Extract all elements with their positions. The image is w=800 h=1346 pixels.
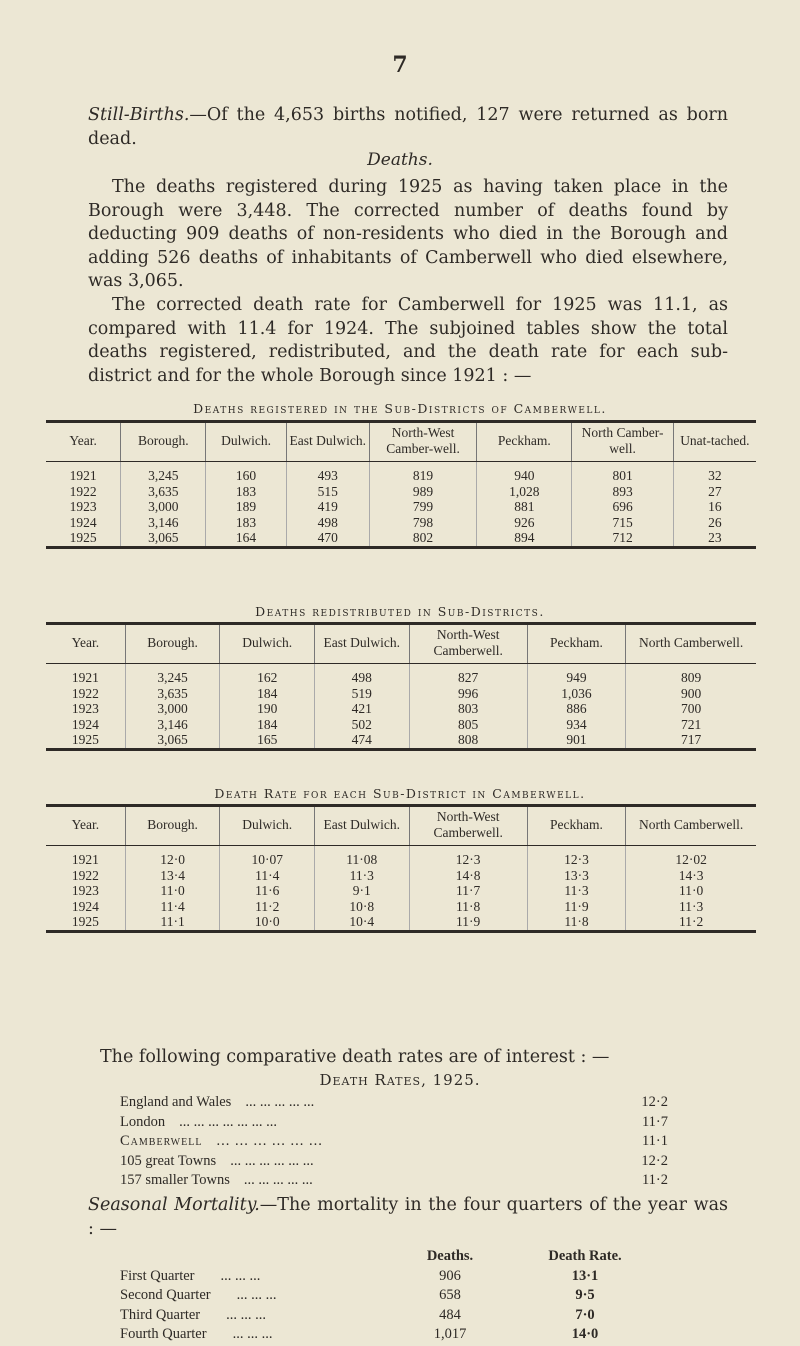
table-cell: 12·3 — [409, 846, 527, 868]
table2-header: Year. — [46, 624, 125, 664]
table-cell: 519 — [315, 686, 410, 702]
table1-header: Year. — [46, 422, 121, 462]
table-cell: 1922 — [71, 867, 99, 883]
table-cell: 515 — [286, 484, 369, 500]
table1-header: Peckham. — [477, 422, 572, 462]
table3-header: Dulwich. — [220, 806, 315, 846]
table-cell: 900 — [626, 686, 756, 702]
table3-header: Year. — [46, 806, 125, 846]
quarter-rate: 13·1 — [571, 1267, 599, 1284]
table-row — [46, 883, 756, 899]
table-cell: 184 — [220, 717, 315, 733]
quarter-label — [120, 1268, 410, 1288]
table-cell: 498 — [286, 515, 369, 531]
seasonal-text: —The mortality in the four quarters of the year was : — — [88, 1195, 728, 1239]
table-cell: 13·3 — [527, 868, 625, 884]
table1-header: Dulwich. — [206, 422, 286, 462]
death-rate-row — [120, 1114, 680, 1134]
table2-header: North Camberwell. — [626, 624, 756, 664]
table-cell: 1,028 — [477, 484, 572, 500]
table-cell: 1921 — [71, 670, 99, 685]
table-cell: 3,245 — [125, 664, 220, 686]
table-cell: 12·3 — [527, 846, 625, 868]
table1-header: Borough. — [121, 422, 206, 462]
seasonal-paragraph — [88, 1194, 728, 1241]
quarter-leader: ... ... ... — [226, 1306, 266, 1323]
death-rate-label — [120, 1172, 590, 1192]
table-cell: 32 — [673, 462, 756, 484]
death-rate-value: 11·2 — [641, 1172, 668, 1188]
table-cell: 1925 — [71, 732, 99, 747]
table-cell: 717 — [626, 732, 756, 749]
table-row — [46, 846, 756, 868]
quarter-rate: 14·0 — [571, 1326, 599, 1342]
quarter-name: Fourth Quarter — [120, 1326, 207, 1342]
death-rate-leader: ... ... ... ... ... — [243, 1172, 313, 1188]
table-row — [46, 664, 756, 686]
table-cell: 1924 — [71, 898, 99, 914]
quarter-leader: ... ... ... — [232, 1326, 273, 1342]
table-row — [46, 914, 756, 931]
death-rate-label — [120, 1133, 590, 1153]
table-cell: 10·8 — [315, 899, 410, 915]
quarter-rate: 9·5 — [575, 1287, 595, 1303]
death-rate-table — [46, 804, 756, 933]
death-rate-row — [120, 1153, 680, 1173]
table1-header: North Camber-well. — [572, 422, 673, 462]
quarter-name: Third Quarter — [120, 1306, 201, 1323]
seasonal-row — [120, 1268, 720, 1288]
seasonal-row — [120, 1287, 720, 1307]
quarter-deaths: 1,017 — [433, 1326, 467, 1342]
quarter-deaths: 658 — [439, 1287, 461, 1303]
table-cell: 183 — [206, 515, 286, 531]
table-cell: 721 — [626, 717, 756, 733]
quarter-label — [120, 1307, 410, 1327]
table2-caption: Deaths redistributed in Sub-Districts. — [255, 604, 545, 619]
table-cell: 881 — [477, 499, 572, 515]
table-cell: 1925 — [71, 914, 99, 929]
seasonal-header-row — [120, 1248, 720, 1268]
deaths-heading: Deaths. — [367, 150, 433, 170]
table-cell: 926 — [477, 515, 572, 531]
table-cell: 160 — [206, 462, 286, 484]
quarter-rate: 7·0 — [575, 1306, 595, 1323]
table-cell: 805 — [409, 717, 527, 733]
death-rate-row — [120, 1094, 680, 1114]
table-cell: 989 — [369, 484, 476, 500]
comparative-intro: The following comparative death rates are of interest : — — [100, 1047, 610, 1067]
deaths-registered-table — [46, 420, 756, 549]
table-cell: 3,146 — [121, 515, 206, 531]
table1-caption: Deaths registered in the Sub-Districts of Camberwell. — [193, 401, 607, 416]
table-cell: 11·1 — [125, 914, 220, 931]
table-row — [46, 686, 756, 702]
table-cell: 798 — [369, 515, 476, 531]
table-cell: 470 — [286, 530, 369, 547]
table-row — [46, 499, 756, 515]
table-cell: 1923 — [69, 499, 97, 514]
death-rate-leader: ... ... ... ... ... — [245, 1094, 315, 1110]
quarter-name: Second Quarter — [120, 1287, 211, 1303]
table-cell: 12·0 — [125, 846, 220, 868]
table-cell: 183 — [206, 484, 286, 500]
table-cell: 11·08 — [315, 846, 410, 868]
table-cell: 712 — [572, 530, 673, 547]
table-cell: 421 — [315, 701, 410, 717]
table2-header: North-West Camberwell. — [409, 624, 527, 664]
seasonal-heading: Seasonal Mortality. — [88, 1195, 260, 1215]
table-cell: 700 — [626, 701, 756, 717]
page-number: 7 — [392, 52, 408, 78]
death-rate-name: 157 smaller Towns — [120, 1172, 230, 1188]
death-rates-list — [120, 1094, 680, 1192]
seasonal-rate-header: Death Rate. — [548, 1248, 622, 1264]
table-cell: 886 — [527, 701, 625, 717]
table-cell: 819 — [369, 462, 476, 484]
death-rate-value: 11·1 — [641, 1133, 668, 1149]
death-rate-row — [120, 1133, 680, 1153]
seasonal-deaths-header: Deaths. — [426, 1248, 474, 1264]
table3-header: East Dulwich. — [315, 806, 410, 846]
table-cell: 11·2 — [626, 914, 756, 931]
quarter-label — [120, 1326, 410, 1346]
table-cell: 3,065 — [121, 530, 206, 547]
table3-header: Peckham. — [527, 806, 625, 846]
table2-header: Peckham. — [527, 624, 625, 664]
table-cell: 3,000 — [125, 701, 220, 717]
table-cell: 11·9 — [409, 914, 527, 931]
table-cell: 11·6 — [220, 883, 315, 899]
table-cell: 165 — [220, 732, 315, 749]
death-rate-leader: ... ... ... ... ... ... — [230, 1152, 314, 1169]
still-births-text: —Of the 4,653 births notified, 127 were returned as born dead. — [88, 105, 728, 149]
death-rate-value: 12·2 — [641, 1152, 668, 1169]
table-cell: 803 — [409, 701, 527, 717]
quarter-deaths: 484 — [439, 1306, 461, 1323]
death-rate-leader: ... ... ... ... ... ... — [216, 1133, 323, 1149]
table-row — [46, 530, 756, 547]
table-cell: 3,065 — [125, 732, 220, 749]
table-row — [46, 717, 756, 733]
table-cell: 996 — [409, 686, 527, 702]
death-rate-leader: ... ... ... ... ... ... ... — [179, 1113, 277, 1130]
table-cell: 893 — [572, 484, 673, 500]
table-cell: 14·3 — [626, 868, 756, 884]
table-row — [46, 868, 756, 884]
table-row — [46, 484, 756, 500]
table-cell: 799 — [369, 499, 476, 515]
table-cell: 11·3 — [527, 883, 625, 899]
quarter-label — [120, 1287, 410, 1307]
death-rate-value: 11·7 — [641, 1113, 668, 1130]
table-cell: 1922 — [71, 685, 99, 701]
death-rate-label — [120, 1094, 590, 1114]
table-cell: 827 — [409, 664, 527, 686]
still-births-heading: Still-Births. — [88, 105, 190, 125]
table-cell: 498 — [315, 664, 410, 686]
table-cell: 1921 — [71, 852, 99, 867]
quarter-deaths: 906 — [439, 1267, 461, 1284]
death-rate-row — [120, 1172, 680, 1192]
death-rate-name: London — [120, 1113, 166, 1130]
table2-header: Borough. — [125, 624, 220, 664]
table3-header: North-West Camberwell. — [409, 806, 527, 846]
table-cell: 801 — [572, 462, 673, 484]
table-cell: 11·9 — [527, 899, 625, 915]
table-cell: 894 — [477, 530, 572, 547]
table-cell: 802 — [369, 530, 476, 547]
seasonal-row — [120, 1326, 720, 1346]
table-cell: 11·0 — [626, 883, 756, 899]
table-cell: 23 — [673, 530, 756, 547]
table-cell: 11·3 — [315, 868, 410, 884]
deaths-paragraph-1: The deaths registered during 1925 as having taken place in the Borough were 3,448. The corrected number of deaths found by deducting 909 deaths of non-residents who died in the Borough and adding 526 deaths of inhabitants of Camberwell who died elsewhere, was 3,065. — [88, 177, 728, 291]
table3-header: Borough. — [125, 806, 220, 846]
table1-header: Unat-tached. — [673, 422, 756, 462]
table-cell: 11·8 — [527, 914, 625, 931]
table-cell: 11·3 — [626, 899, 756, 915]
table-row — [46, 515, 756, 531]
quarter-leader: ... ... ... — [236, 1287, 277, 1303]
death-rate-name: England and Wales — [120, 1094, 232, 1110]
table-cell: 1923 — [71, 883, 99, 898]
table-cell: 10·4 — [315, 914, 410, 931]
table-cell: 808 — [409, 732, 527, 749]
table-cell: 11·0 — [125, 883, 220, 899]
table-cell: 1923 — [71, 701, 99, 716]
table-cell: 1,036 — [527, 686, 625, 702]
table-cell: 11·4 — [220, 868, 315, 884]
table-cell: 502 — [315, 717, 410, 733]
seasonal-table — [120, 1248, 720, 1346]
table-cell: 13·4 — [125, 868, 220, 884]
table-cell: 1924 — [69, 514, 97, 530]
death-rates-title: Death Rates, 1925. — [319, 1071, 481, 1089]
table-cell: 190 — [220, 701, 315, 717]
table-row — [46, 462, 756, 484]
death-rate-label — [120, 1114, 590, 1134]
table-cell: 940 — [477, 462, 572, 484]
table-row — [46, 732, 756, 749]
table-cell: 10·07 — [220, 846, 315, 868]
table-cell: 474 — [315, 732, 410, 749]
table-row — [46, 701, 756, 717]
table-cell: 901 — [527, 732, 625, 749]
table-cell: 12·02 — [626, 846, 756, 868]
table-cell: 1922 — [69, 483, 97, 499]
death-rate-label — [120, 1153, 590, 1173]
table-cell: 11·7 — [409, 883, 527, 899]
table-cell: 10·0 — [220, 914, 315, 931]
quarter-leader: ... ... ... — [220, 1267, 261, 1284]
table-cell: 1921 — [69, 468, 97, 483]
table-cell: 11·2 — [220, 899, 315, 915]
table-cell: 16 — [673, 499, 756, 515]
table-cell: 184 — [220, 686, 315, 702]
table-cell: 1924 — [71, 716, 99, 732]
table-cell: 9·1 — [315, 883, 410, 899]
table-cell: 27 — [673, 484, 756, 500]
table1-header: East Dulwich. — [286, 422, 369, 462]
still-births-paragraph — [88, 104, 728, 151]
table3-header: North Camberwell. — [626, 806, 756, 846]
table-cell: 3,000 — [121, 499, 206, 515]
deaths-paragraph-2: The corrected death rate for Camberwell for 1925 was 11.1, as compared with 11.4 for 1924. The subjoined tables show the total deaths registered, redistributed, and the death rate for each sub-district and for the whole Borough since 1921 : — — [88, 295, 728, 386]
table-cell: 189 — [206, 499, 286, 515]
table-row — [46, 899, 756, 915]
table-cell: 14·8 — [409, 868, 527, 884]
table-cell: 809 — [626, 664, 756, 686]
table-cell: 11·8 — [409, 899, 527, 915]
table-cell: 26 — [673, 515, 756, 531]
table2-header: Dulwich. — [220, 624, 315, 664]
table-cell: 3,635 — [121, 484, 206, 500]
table-cell: 934 — [527, 717, 625, 733]
deaths-redistributed-table — [46, 622, 756, 751]
table-cell: 3,245 — [121, 462, 206, 484]
table3-caption: Death Rate for each Sub-District in Camberwell. — [214, 786, 586, 801]
table-cell: 696 — [572, 499, 673, 515]
table-cell: 11·4 — [125, 899, 220, 915]
table-cell: 164 — [206, 530, 286, 547]
table-cell: 3,146 — [125, 717, 220, 733]
death-rate-name: Camberwell — [120, 1133, 203, 1149]
table-cell: 493 — [286, 462, 369, 484]
table-cell: 949 — [527, 664, 625, 686]
table2-header: East Dulwich. — [315, 624, 410, 664]
table1-header: North-West Camber-well. — [369, 422, 476, 462]
seasonal-row — [120, 1307, 720, 1327]
death-rate-name: 105 great Towns — [120, 1152, 217, 1169]
table-cell: 715 — [572, 515, 673, 531]
table-cell: 162 — [220, 664, 315, 686]
table-cell: 3,635 — [125, 686, 220, 702]
table-cell: 1925 — [69, 530, 97, 545]
death-rate-value: 12·2 — [641, 1094, 668, 1110]
quarter-name: First Quarter — [120, 1267, 195, 1284]
table-cell: 419 — [286, 499, 369, 515]
